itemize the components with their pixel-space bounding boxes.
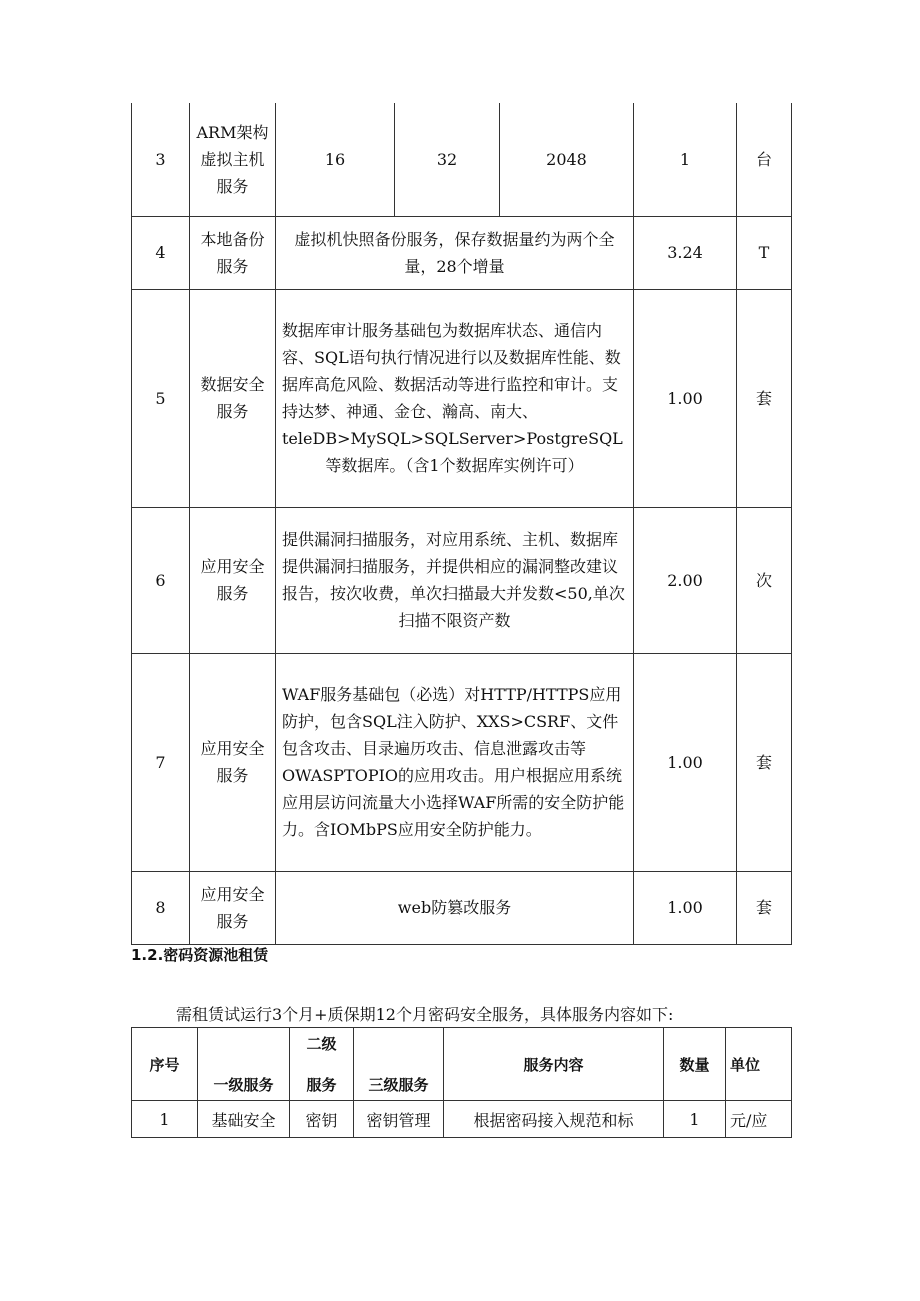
lvl3-service: 密钥管理 [354,1101,444,1138]
row-number: 8 [132,871,190,944]
lvl2-service: 密钥 [290,1101,354,1138]
table-row [132,103,792,216]
header-unit: 单位 [726,1028,792,1101]
unit: 套 [737,289,792,507]
unit: 元/应 [726,1101,792,1138]
header-qty: 数量 [664,1028,726,1101]
service-content: 根据密码接入规范和标 [444,1101,664,1138]
service-name: 应用安全服务 [190,653,276,871]
service-description: web防篡改服务 [276,871,634,944]
table-row [132,507,792,653]
header-lvl1-cell [198,1028,290,1101]
storage-value: 2048 [500,103,634,216]
row-number: 7 [132,653,190,871]
service-name: 数据安全服务 [190,289,276,507]
header-lvl2-bottom: 服务 [306,1076,337,1094]
row-number: 1 [132,1101,198,1138]
cpu-value: 16 [276,103,395,216]
unit: 台 [737,103,792,216]
unit: 套 [737,653,792,871]
unit: 套 [737,871,792,944]
header-lvl1: 一级服务 [213,1076,274,1094]
quantity: 3.24 [634,216,737,289]
service-name: 应用安全服务 [190,871,276,944]
quantity: 1 [664,1101,726,1138]
unit: 次 [737,507,792,653]
service-description: 虚拟机快照备份服务，保存数据量约为两个全量，28个增量 [276,216,634,289]
table-row [132,216,792,289]
service-description: 提供漏洞扫描服务，对应用系统、主机、数据库提供漏洞扫描服务，并提供相应的漏洞整改建议报告，按次收费，单次扫描最大并发数<50,单次 [282,530,625,603]
service-name: ARM架构虚拟主机服务 [190,103,276,216]
table-header-row [132,1028,792,1101]
memory-value: 32 [395,103,500,216]
row-number: 6 [132,507,190,653]
service-description: 数据库审计服务基础包为数据库状态、通信内容、SQL语句执行情况进行以及数据库性能、数据库高危风险、数据活动等进行监控和审计。支持达梦、神通、金仓、瀚高、南大、teleDB>MySQL>SQLServer>PostgreSQL [282,321,623,448]
header-lvl2-cell [290,1028,354,1101]
lvl1-service: 基础安全 [198,1101,290,1138]
service-table [131,103,792,945]
quantity: 1.00 [634,653,737,871]
service-description-cell [276,289,634,507]
service-description-last: 等数据库。（含1个数据库实例许可） [325,456,584,475]
row-number: 3 [132,103,190,216]
service-name: 应用安全服务 [190,507,276,653]
section-paragraph: 需租赁试运行3个月+质保期12个月密码安全服务，具体服务内容如下: [176,1005,674,1024]
quantity: 1 [634,103,737,216]
row-number: 4 [132,216,190,289]
header-lvl3: 三级服务 [368,1076,429,1094]
header-no: 序号 [132,1028,198,1101]
service-description-cell [276,507,634,653]
service-description-last: 扫描不限资产数 [398,611,511,630]
section-heading: 1.2.密码资源池租赁 [131,946,269,964]
table-row [132,653,792,871]
header-lvl2-top: 二级 [306,1035,337,1053]
quantity: 1.00 [634,289,737,507]
service-description: WAF服务基础包（必选）对HTTP/HTTPS应用防护，包含SQL注入防护、XXS>CSRF、文件包含攻击、目录遍历攻击、信息泄露攻击等OWASPTOPIO的应用攻击。用户根据应用系统应用层访问流量大小选择WAF所需的安全防护能力。含IOMbPS应用安全防护能力。 [276,653,634,871]
table-row [132,1101,792,1138]
unit: T [737,216,792,289]
service-name: 本地备份服务 [190,216,276,289]
table-row [132,289,792,507]
quantity: 1.00 [634,871,737,944]
header-lvl3-cell [354,1028,444,1101]
row-number: 5 [132,289,190,507]
table-row [132,871,792,944]
quantity: 2.00 [634,507,737,653]
crypto-service-table [131,1027,792,1138]
header-content: 服务内容 [444,1028,664,1101]
